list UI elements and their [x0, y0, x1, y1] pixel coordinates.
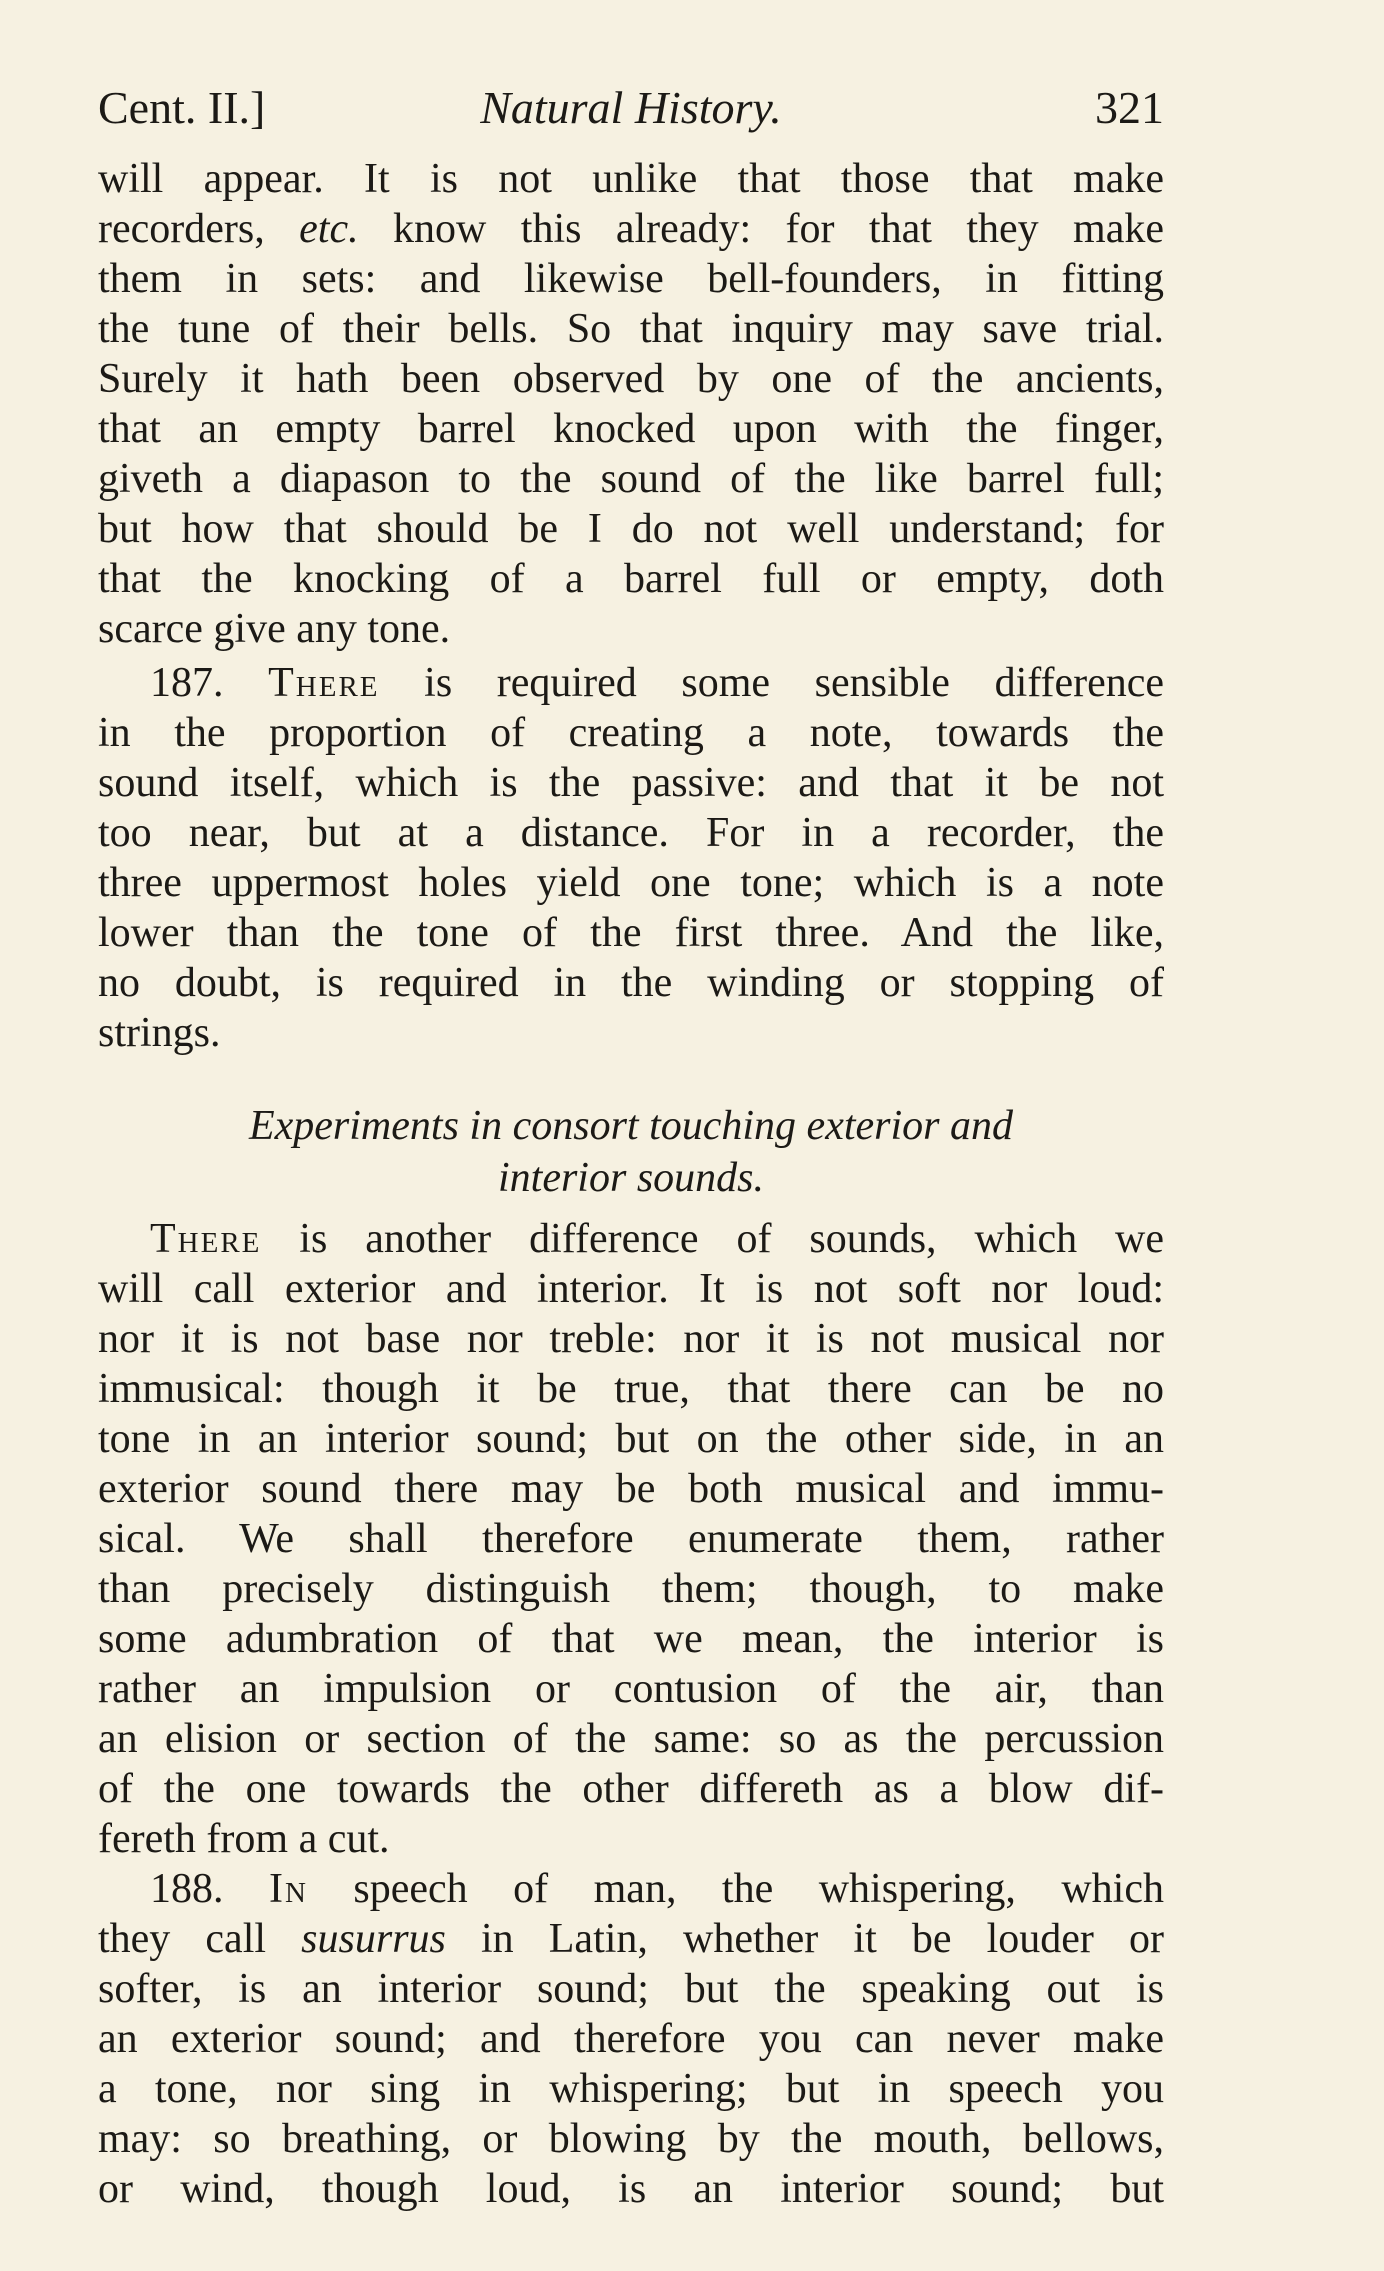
text-line: softer, is an interior sound; but the speaking out is [98, 1966, 1164, 2012]
text-line: immusical: though it be true, that there can be no [98, 1366, 1164, 1412]
text-line: a tone, nor sing in whispering; but in speech you [98, 2066, 1164, 2112]
text-line: sical. We shall therefore enumerate them, rather [98, 1516, 1164, 1562]
text-line: will call exterior and interior. It is not soft nor loud: [98, 1266, 1164, 1312]
text-line: in the proportion of creating a note, towards the [98, 710, 1164, 756]
text-line: an exterior sound; and therefore you can never make [98, 2016, 1164, 2062]
paragraph-number: 188. [150, 1866, 224, 1912]
running-title: Natural History. [480, 82, 782, 133]
text-line: fereth from a cut. [98, 1816, 390, 1862]
paragraph-lead-word: There [268, 660, 380, 706]
text-line: may: so breathing, or blowing by the mouth, bellows, [98, 2116, 1164, 2162]
paragraph-lead-word: In [268, 1866, 308, 1912]
text-line: rather an impulsion or contusion of the air, than [98, 1666, 1164, 1712]
text-line: sound itself, which is the passive: and that it be not [98, 760, 1164, 806]
text-line: of the one towards the other differeth as a blow dif- [98, 1766, 1164, 1812]
text-line: no doubt, is required in the winding or stopping of [98, 960, 1164, 1006]
text-run: they call [98, 1916, 267, 1962]
text-line: an elision or section of the same: so as the percussion [98, 1716, 1164, 1762]
text-line: that the knocking of a barrel full or empty, doth [98, 556, 1164, 602]
page-number: 321 [1095, 82, 1164, 133]
section-heading [98, 1100, 1164, 1204]
text-line: the tune of their bells. So that inquiry may save trial. [98, 306, 1164, 352]
text-run: speech of man, the whispering, which [353, 1866, 1164, 1912]
text-line [98, 204, 1164, 254]
text-line: too near, but at a distance. For in a recorder, the [98, 810, 1164, 856]
text-line [98, 1914, 1164, 1964]
paragraph-lead-word: There [150, 1216, 262, 1262]
text-run: recorders, [98, 206, 300, 252]
text-line: scarce give any tone. [98, 606, 451, 652]
text-run: in Latin, whether it be louder or [481, 1916, 1164, 1962]
chapter-reference: Cent. II.] [98, 82, 266, 133]
paragraph-first-line [98, 1864, 1164, 1914]
text-line: lower than the tone of the first three. And the like, [98, 910, 1164, 956]
text-run: know this already: for that they make [358, 206, 1164, 252]
paragraph-number: 187. [150, 660, 224, 706]
heading-line: interior sounds. [497, 1155, 765, 1201]
running-head [98, 78, 1164, 138]
text-line: than precisely distinguish them; though, to make [98, 1566, 1164, 1612]
text-line: tone in an interior sound; but on the other side, in an [98, 1416, 1164, 1462]
text-line: nor it is not base nor treble: nor it is not musical nor [98, 1316, 1164, 1362]
latin-term: susurrus [301, 1916, 446, 1962]
paragraph-187 [98, 658, 1164, 1058]
paragraph-first-line [98, 658, 1164, 708]
text-line: giveth a diapason to the sound of the like barrel full; [98, 456, 1164, 502]
text-run: is another difference of sounds, which we [299, 1216, 1164, 1262]
paragraph-188 [98, 1864, 1164, 2214]
text-line: Surely it hath been observed by one of the ancients, [98, 356, 1164, 402]
text-line: strings. [98, 1010, 221, 1056]
heading-line: Experiments in consort touching exterior and [248, 1103, 1014, 1149]
text-line: exterior sound there may be both musical and immu- [98, 1466, 1164, 1512]
text-run: is required some sensible difference [424, 660, 1164, 706]
intro-paragraph [98, 1214, 1164, 1864]
abbreviation: etc. [299, 206, 359, 252]
text-line: that an empty barrel knocked upon with the finger, [98, 406, 1164, 452]
text-line: three uppermost holes yield one tone; which is a note [98, 860, 1164, 906]
continuation-paragraph [98, 154, 1164, 654]
text-line: some adumbration of that we mean, the interior is [98, 1616, 1164, 1662]
text-line: will appear. It is not unlike that those that make [98, 156, 1164, 202]
text-line: but how that should be I do not well understand; for [98, 506, 1164, 552]
paragraph-first-line [98, 1214, 1164, 1264]
text-line: or wind, though loud, is an interior sound; but [98, 2166, 1164, 2212]
text-line: them in sets: and likewise bell-founders, in fitting [98, 256, 1164, 302]
